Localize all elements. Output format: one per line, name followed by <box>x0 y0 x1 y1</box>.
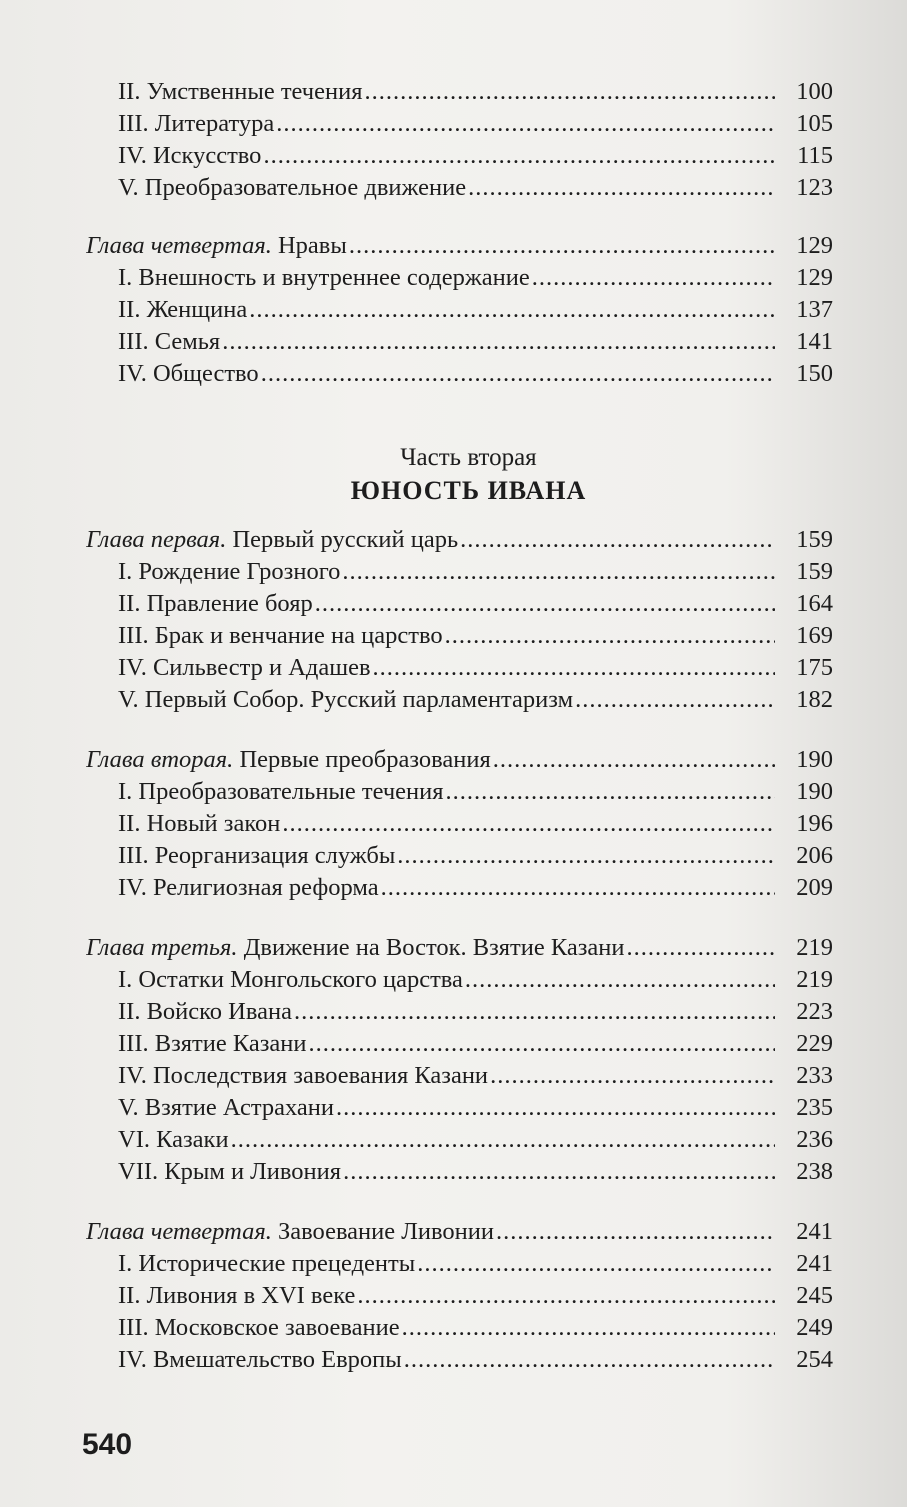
toc-entry-text <box>86 744 493 776</box>
dot-leader <box>397 840 775 872</box>
toc-entry-label <box>118 358 775 390</box>
toc-entry-label <box>86 744 775 776</box>
entry-title: II. Войско Ивана <box>118 998 292 1025</box>
toc-entry-text <box>118 1092 336 1124</box>
toc-entry-text <box>86 524 460 556</box>
toc-entry-text <box>118 262 532 294</box>
toc-section-entry <box>0 840 907 872</box>
toc-chapter-entry <box>0 932 907 964</box>
entry-title: Первые преобразования <box>233 746 491 773</box>
toc-section-entry <box>0 556 907 588</box>
toc-entry-label <box>86 524 775 556</box>
toc-entry-text <box>118 326 222 358</box>
toc-entry-label <box>118 172 775 204</box>
toc-entry-text <box>118 140 263 172</box>
toc-page-number: 159 <box>796 558 833 585</box>
toc-chapter-entry <box>0 1216 907 1248</box>
toc-section-entry <box>0 684 907 716</box>
toc-entry-text <box>118 294 249 326</box>
chapter-number: Глава третья. <box>86 934 238 961</box>
toc-entry-label <box>118 872 775 904</box>
entry-title: III. Литература <box>118 110 275 137</box>
part-title: ЮНОСТЬ ИВАНА <box>350 476 587 505</box>
toc-chapter-entry <box>0 230 907 262</box>
dot-leader <box>490 1060 775 1092</box>
toc-entry-text <box>118 620 445 652</box>
dot-leader <box>357 1280 775 1312</box>
dot-leader <box>465 964 775 996</box>
toc-page-number: 245 <box>796 1282 833 1309</box>
toc-entry-text <box>118 840 397 872</box>
toc-entry-label <box>118 294 775 326</box>
part-heading: Часть вторая <box>400 444 537 471</box>
entry-title: V. Преобразовательное движение <box>118 174 467 201</box>
toc-entry-label <box>118 556 775 588</box>
entry-title: III. Взятие Казани <box>118 1030 307 1057</box>
toc-entry-text <box>118 652 373 684</box>
toc-page-number: 241 <box>796 1218 833 1245</box>
chapter-number: Глава первая. <box>86 526 227 553</box>
entry-title: VII. Крым и Ливония <box>118 1158 342 1185</box>
dot-leader <box>336 1092 775 1124</box>
entry-title: II. Новый закон <box>118 810 281 837</box>
toc-section-entry <box>0 964 907 996</box>
spacer <box>0 716 907 744</box>
dot-leader <box>575 684 775 716</box>
entry-title: I. Преобразовательные течения <box>118 778 444 805</box>
toc-chapter-entry <box>0 524 907 556</box>
dot-leader <box>446 776 775 808</box>
toc-entry-label <box>118 588 775 620</box>
toc-entry-label <box>118 684 775 716</box>
dot-leader <box>315 588 775 620</box>
toc-entry-text <box>86 230 349 262</box>
toc-page-number: 206 <box>796 842 833 869</box>
toc-entry-text <box>118 76 365 108</box>
toc-page-number: 175 <box>796 654 833 681</box>
toc-page-number: 141 <box>796 328 833 355</box>
toc-page-number: 100 <box>796 78 833 105</box>
toc-entry-label <box>118 1028 775 1060</box>
spacer <box>0 390 907 442</box>
toc-page-number: 235 <box>796 1094 833 1121</box>
toc-entry-label <box>118 652 775 684</box>
toc-section-entry <box>0 76 907 108</box>
toc-entry-label <box>118 1092 775 1124</box>
toc-page-number: 129 <box>796 264 833 291</box>
toc-entry-label <box>118 996 775 1028</box>
dot-leader <box>276 108 775 140</box>
toc-page-number: 190 <box>796 778 833 805</box>
dot-leader <box>222 326 775 358</box>
dot-leader <box>493 744 775 776</box>
toc-entry-text <box>118 964 465 996</box>
dot-leader <box>282 808 775 840</box>
entry-title: III. Брак и венчание на царство <box>118 622 443 649</box>
spacer <box>0 514 907 524</box>
toc-page-number: 219 <box>796 934 833 961</box>
dot-leader <box>249 294 775 326</box>
dot-leader <box>231 1124 775 1156</box>
entry-title: I. Исторические прецеденты <box>118 1250 416 1277</box>
entry-title: II. Умственные течения <box>118 78 363 105</box>
entry-title: II. Женщина <box>118 296 248 323</box>
entry-title: IV. Искусство <box>118 142 262 169</box>
toc-section-entry <box>0 1060 907 1092</box>
toc-entry-label <box>118 262 775 294</box>
entry-title: Первый русский царь <box>226 526 459 553</box>
toc-page-number: 236 <box>796 1126 833 1153</box>
dot-leader <box>342 556 775 588</box>
toc-page-number: 115 <box>797 142 833 169</box>
toc-entry-label <box>118 326 775 358</box>
dot-leader <box>404 1344 775 1376</box>
toc-entry-label <box>118 1280 775 1312</box>
entry-title: IV. Вмешательство Европы <box>118 1346 402 1373</box>
spacer <box>0 204 907 230</box>
entry-title: I. Рождение Грозного <box>118 558 341 585</box>
toc-section-entry <box>0 1028 907 1060</box>
toc-entry-label <box>86 230 775 262</box>
toc-section-entry <box>0 108 907 140</box>
toc-section-entry <box>0 996 907 1028</box>
entry-title: I. Внешность и внутреннее содержание <box>118 264 530 291</box>
toc-entry-label <box>118 76 775 108</box>
toc-section-entry <box>0 1344 907 1376</box>
toc-section-entry <box>0 294 907 326</box>
toc-entry-label <box>118 1060 775 1092</box>
toc-entry-label <box>86 932 775 964</box>
toc-page-number: 182 <box>796 686 833 713</box>
toc-page-number: 196 <box>796 810 833 837</box>
toc-entry-text <box>118 1028 309 1060</box>
toc-entry-label <box>118 1124 775 1156</box>
chapter-number: Глава вторая. <box>86 746 234 773</box>
toc-entry-label <box>118 1248 775 1280</box>
dot-leader <box>365 76 776 108</box>
toc-entry-text <box>118 556 342 588</box>
entry-title: III. Реорганизация службы <box>118 842 396 869</box>
toc-page-number: 233 <box>796 1062 833 1089</box>
toc-entry-text <box>118 996 294 1028</box>
toc-page-number: 159 <box>796 526 833 553</box>
toc-page-number: 209 <box>796 874 833 901</box>
page-number: 540 <box>82 1428 133 1461</box>
entry-title: II. Ливония в XVI веке <box>118 1282 356 1309</box>
entry-title: V. Взятие Астрахани <box>118 1094 335 1121</box>
toc-entry-text <box>118 1060 490 1092</box>
dot-leader <box>627 932 775 964</box>
dot-leader <box>460 524 775 556</box>
toc-entry-label <box>118 620 775 652</box>
entry-title: Завоевание Ливонии <box>271 1218 494 1245</box>
spacer <box>0 1188 907 1216</box>
spacer <box>0 904 907 932</box>
toc-section-entry <box>0 1092 907 1124</box>
chapter-number: Глава четвертая. <box>86 232 272 259</box>
toc-page-number: 249 <box>796 1314 833 1341</box>
toc-chapter-entry <box>0 744 907 776</box>
toc-entry-label <box>118 1344 775 1376</box>
toc-entry-label <box>118 1156 775 1188</box>
toc-entry-text <box>118 1124 231 1156</box>
toc-entry-label <box>86 1216 775 1248</box>
entry-title: IV. Общество <box>118 360 259 387</box>
dot-leader <box>468 172 775 204</box>
toc-entry-text <box>86 1216 496 1248</box>
toc-section-entry <box>0 1280 907 1312</box>
toc-entry-label <box>118 776 775 808</box>
toc-section-entry <box>0 326 907 358</box>
toc-entry-text <box>118 358 261 390</box>
dot-leader <box>496 1216 775 1248</box>
toc-entry-text <box>86 932 627 964</box>
entry-title: VI. Казаки <box>118 1126 229 1153</box>
entry-title: IV. Сильвестр и Адашев <box>118 654 371 681</box>
dot-leader <box>349 230 775 262</box>
toc-page-number: 223 <box>796 998 833 1025</box>
toc-page-number: 123 <box>796 174 833 201</box>
toc-page-number: 238 <box>796 1158 833 1185</box>
toc-entry-label <box>118 964 775 996</box>
toc-page-number: 129 <box>796 232 833 259</box>
toc-entry-text <box>118 808 282 840</box>
entry-title: V. Первый Собор. Русский парламентаризм <box>118 686 574 713</box>
toc-entry-label <box>118 108 775 140</box>
toc-page-number: 241 <box>796 1250 833 1277</box>
toc-page-number: 105 <box>796 110 833 137</box>
dot-leader <box>263 140 775 172</box>
dot-leader <box>532 262 775 294</box>
toc-entry-text <box>118 776 446 808</box>
toc-entry-text <box>118 588 315 620</box>
dot-leader <box>417 1248 775 1280</box>
toc-entry-text <box>118 1344 404 1376</box>
toc-section-entry <box>0 776 907 808</box>
toc-entry-label <box>118 1312 775 1344</box>
toc-section-entry <box>0 1312 907 1344</box>
toc-entry-text <box>118 172 468 204</box>
dot-leader <box>261 358 775 390</box>
toc-section-entry <box>0 172 907 204</box>
toc-section-entry <box>0 1124 907 1156</box>
toc-section-entry <box>0 140 907 172</box>
toc-entry-label <box>118 840 775 872</box>
toc-page-number: 169 <box>796 622 833 649</box>
entry-title: Нравы <box>271 232 347 259</box>
entry-title: III. Московское завоевание <box>118 1314 400 1341</box>
table-of-contents <box>0 76 907 1376</box>
toc-section-entry <box>0 1156 907 1188</box>
entry-title: III. Семья <box>118 328 221 355</box>
dot-leader <box>373 652 775 684</box>
toc-page-number: 254 <box>796 1346 833 1373</box>
toc-section-entry <box>0 588 907 620</box>
toc-entry-text <box>118 1312 402 1344</box>
toc-entry-label <box>118 808 775 840</box>
toc-section-entry <box>0 1248 907 1280</box>
dot-leader <box>381 872 775 904</box>
dot-leader <box>402 1312 775 1344</box>
toc-section-entry <box>0 652 907 684</box>
dot-leader <box>309 1028 776 1060</box>
toc-page-number: 164 <box>796 590 833 617</box>
entry-title: IV. Последствия завоевания Казани <box>118 1062 489 1089</box>
toc-page-number: 229 <box>796 1030 833 1057</box>
toc-entry-text <box>118 108 276 140</box>
toc-page-number: 219 <box>796 966 833 993</box>
entry-title: Движение на Восток. Взятие Казани <box>237 934 625 961</box>
entry-title: II. Правление бояр <box>118 590 313 617</box>
toc-entry-label <box>118 140 775 172</box>
toc-page-number: 190 <box>796 746 833 773</box>
toc-section-entry <box>0 872 907 904</box>
toc-entry-text <box>118 872 381 904</box>
dot-leader <box>343 1156 775 1188</box>
toc-entry-text <box>118 684 575 716</box>
toc-entry-text <box>118 1156 343 1188</box>
toc-section-entry <box>0 262 907 294</box>
toc-section-entry <box>0 358 907 390</box>
toc-page-number: 137 <box>796 296 833 323</box>
toc-page-number: 150 <box>796 360 833 387</box>
toc-section-entry <box>0 808 907 840</box>
dot-leader <box>294 996 775 1028</box>
chapter-number: Глава четвертая. <box>86 1218 272 1245</box>
entry-title: I. Остатки Монгольского царства <box>118 966 463 993</box>
toc-entry-text <box>118 1248 417 1280</box>
entry-title: IV. Религиозная реформа <box>118 874 379 901</box>
toc-section-entry <box>0 620 907 652</box>
dot-leader <box>445 620 775 652</box>
toc-entry-text <box>118 1280 357 1312</box>
